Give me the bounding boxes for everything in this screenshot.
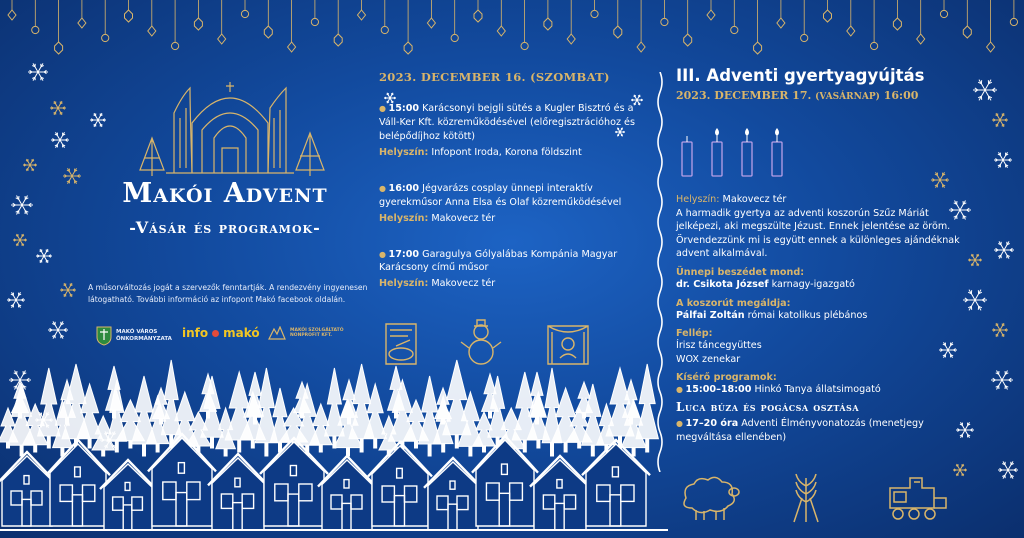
program-item bbox=[379, 102, 651, 158]
snowflake-icon bbox=[991, 370, 1013, 389]
snowflake-icon bbox=[48, 321, 68, 338]
snowflake-icon bbox=[23, 159, 37, 171]
side2-text: Adventi Élményvonatozás (menetjegy megváltása ellenében) bbox=[676, 418, 924, 443]
event-title: Makói Advent bbox=[122, 178, 328, 209]
ornament-icon bbox=[637, 0, 645, 52]
train-icon bbox=[890, 478, 946, 519]
wreath-role: római katolikus plébános bbox=[747, 309, 868, 321]
snowflake-icon bbox=[28, 63, 48, 80]
ornament-icon bbox=[78, 0, 86, 28]
ornament-icon bbox=[801, 0, 808, 42]
service-logo-line1: MAKÓI SZOLGÁLTATÓ bbox=[290, 327, 344, 333]
location-value: Makovecz tér bbox=[431, 212, 496, 224]
candle-icon bbox=[772, 142, 782, 176]
snowflake-icon bbox=[51, 132, 69, 148]
service-logo bbox=[268, 326, 344, 340]
ornament-icon bbox=[264, 0, 272, 38]
candle-lighting-section bbox=[676, 66, 976, 102]
ornament-icon bbox=[172, 0, 179, 50]
ornament-icon bbox=[754, 0, 762, 54]
candle-lighting-details bbox=[676, 193, 976, 444]
snowflake-icon bbox=[36, 249, 52, 263]
church-icon bbox=[130, 78, 330, 178]
pine-tree-icon bbox=[636, 364, 658, 452]
performer-1: Írisz táncegyüttes bbox=[676, 340, 762, 352]
program-text: Jégvarázs cosplay ünnepi interaktív gyerekműsor Anna Elsa és Olaf közreműködésével bbox=[379, 182, 622, 208]
snowflake-icon bbox=[11, 195, 33, 214]
snowflake-icon bbox=[994, 152, 1012, 168]
candle-lighting-date bbox=[676, 89, 976, 102]
city-logo-line2: ÖNKORMÁNYZATA bbox=[116, 336, 172, 342]
candle-icon bbox=[682, 142, 692, 176]
house-icon bbox=[318, 456, 376, 530]
ornament-icon bbox=[661, 0, 668, 26]
speech-role: karnagy-igazgató bbox=[771, 279, 855, 291]
service-logo-icon bbox=[268, 326, 286, 340]
snowflake-icon bbox=[90, 113, 106, 127]
location-value: Makovecz tér bbox=[722, 194, 787, 205]
program-item bbox=[379, 182, 651, 224]
snowflake-icon bbox=[13, 234, 27, 246]
candle-icon bbox=[742, 142, 752, 176]
ornament-icon bbox=[241, 0, 248, 18]
service-logo-line2: NONPROFIT KFT. bbox=[290, 333, 332, 338]
info-logo-a: info bbox=[182, 326, 209, 340]
ornament-icon bbox=[381, 0, 388, 34]
program-text: Karácsonyi bejgli sütés a Kugler Bisztró és a Váll-Ker Kft. közreműködésével (előregisztrációhoz és belépődíjhoz kötött) bbox=[379, 103, 635, 142]
side-program-icons bbox=[676, 468, 966, 524]
candle-icons bbox=[676, 128, 786, 178]
ornament-icon bbox=[777, 0, 785, 28]
ornament-icon bbox=[8, 0, 16, 20]
saturday-date: 2023. DECEMBER 16. (SZOMBAT) bbox=[379, 70, 610, 84]
house-icon bbox=[46, 440, 110, 526]
program-text: Garagulya Gólyalábas Kompánia Magyar Karácsony című műsor bbox=[379, 248, 618, 274]
ornament-icon bbox=[684, 0, 692, 46]
house-icon bbox=[368, 442, 432, 526]
ornament-icon bbox=[987, 0, 995, 52]
ornament-icon bbox=[731, 0, 738, 34]
ornament-icon bbox=[544, 0, 552, 30]
performers-label: Fellép: bbox=[676, 328, 713, 340]
program-time: 15:00 bbox=[388, 103, 420, 114]
ornament-icon bbox=[288, 0, 296, 52]
bullet-icon: ● bbox=[379, 104, 389, 113]
side1-time: 15:00–18:00 bbox=[685, 384, 752, 396]
wreath-name: Pálfai Zoltán bbox=[676, 309, 745, 321]
ornament-icon bbox=[824, 0, 832, 22]
location-label: Helyszín: bbox=[379, 212, 429, 224]
ornament-icon bbox=[567, 0, 575, 44]
performer-2: WOX zenekar bbox=[676, 353, 741, 365]
ornament-icon bbox=[1010, 0, 1017, 26]
ornament-icon bbox=[55, 0, 63, 54]
city-crest-icon bbox=[96, 326, 112, 346]
ornament-icon bbox=[427, 0, 435, 28]
ornament-icon bbox=[334, 0, 342, 46]
program-time: 17:00 bbox=[388, 248, 420, 260]
program-time: 16:00 bbox=[388, 182, 420, 194]
ornament-icon bbox=[707, 0, 715, 20]
flame-icon bbox=[715, 128, 719, 136]
house-icon bbox=[0, 452, 56, 526]
bullet-icon: ● bbox=[676, 419, 686, 429]
snowflake-icon bbox=[998, 461, 1018, 478]
ornament-icon bbox=[404, 0, 412, 54]
house-icon bbox=[208, 454, 268, 530]
snowflake-icon bbox=[50, 101, 66, 115]
house-icon bbox=[424, 458, 482, 530]
hanging-ornaments bbox=[0, 0, 1024, 62]
ornament-icon bbox=[893, 0, 901, 30]
candle-description: A harmadik gyertya az adventi koszorún Szűz Máriát jelképezi, aki megszülte Jézust. Ennek jelentése az öröm. Örvendezzünk mi is együtt ennek a különleges ajándéknak advent alkalmával. bbox=[676, 207, 960, 260]
snowflake-icon bbox=[992, 113, 1008, 127]
ornament-icon bbox=[521, 0, 528, 50]
ornament-icon bbox=[125, 0, 133, 22]
speech-label: Ünnepi beszédet mond: bbox=[676, 267, 805, 279]
winter-village-illustration bbox=[0, 358, 668, 538]
city-logo bbox=[96, 326, 172, 346]
ornament-icon bbox=[871, 0, 878, 50]
ornament-icon bbox=[847, 0, 855, 36]
luca-wheat-announcement: Luca búza és pogácsa osztása bbox=[676, 400, 860, 415]
wheat-icon bbox=[794, 474, 818, 522]
location-value: Infopont Iroda, Korona földszint bbox=[431, 146, 582, 158]
ornament-icon bbox=[218, 0, 226, 44]
bullet-icon: ● bbox=[676, 385, 686, 395]
ornament-icon bbox=[148, 0, 156, 36]
side2-time: 17–20 óra bbox=[685, 418, 739, 430]
location-value: Makovecz tér bbox=[431, 278, 496, 290]
dot-icon bbox=[212, 330, 219, 337]
bullet-icon: ● bbox=[379, 249, 389, 259]
candle-lighting-title: III. Adventi gyertyagyújtás bbox=[676, 66, 925, 85]
program-item bbox=[379, 248, 651, 290]
ornament-icon bbox=[474, 0, 482, 22]
snowflake-icon bbox=[992, 323, 1008, 337]
date-day: (VASÁRNAP) bbox=[815, 92, 880, 102]
date-main: 2023. DECEMBER 17. bbox=[676, 89, 812, 102]
ornament-icon bbox=[940, 0, 947, 18]
snowflake-icon bbox=[973, 80, 997, 101]
ornament-icon bbox=[194, 0, 202, 30]
location-label: Helyszín: bbox=[379, 146, 429, 158]
house-icon bbox=[530, 456, 590, 530]
house-icon bbox=[260, 438, 328, 526]
city-logo-line1: MAKÓ VÁROS bbox=[116, 329, 158, 336]
info-logo-b: makó bbox=[223, 326, 260, 340]
ornament-icon bbox=[963, 0, 971, 38]
candle-icon bbox=[712, 142, 722, 176]
location-label: Helyszín: bbox=[676, 194, 720, 205]
saturday-program bbox=[379, 70, 651, 289]
ornament-icon bbox=[311, 0, 318, 26]
ornament-icon bbox=[32, 0, 39, 34]
snowflake-icon bbox=[60, 283, 76, 297]
ornament-icon bbox=[451, 0, 458, 42]
ornament-icon bbox=[591, 0, 598, 18]
flame-icon bbox=[745, 128, 749, 136]
infopont-logo bbox=[182, 326, 260, 340]
ornament-icon bbox=[614, 0, 622, 38]
flame-icon bbox=[775, 128, 779, 136]
event-subtitle: -Vásár és programok- bbox=[129, 218, 321, 237]
side1-text: Hinkó Tanya állatsimogató bbox=[754, 384, 881, 396]
snowflake-icon bbox=[7, 292, 25, 308]
date-time: 16:00 bbox=[883, 89, 919, 102]
house-icon bbox=[472, 436, 538, 526]
snowflake-icon bbox=[931, 172, 949, 188]
location-label: Helyszín: bbox=[379, 278, 429, 290]
ornament-icon bbox=[358, 0, 366, 20]
wreath-label: A koszorút megáldja: bbox=[676, 297, 791, 309]
bullet-icon: ● bbox=[379, 183, 389, 193]
organizer-notice: A műsorváltozás jogát a szervezők fenntartják. A rendezvény ingyenesen látogatható. További információ az infopont Makó facebook oldalán. bbox=[88, 283, 368, 304]
sheep-icon bbox=[684, 477, 739, 520]
side-programs-label: Kísérő programok: bbox=[676, 372, 777, 384]
speech-name: dr. Csikota József bbox=[676, 279, 769, 291]
ornament-icon bbox=[917, 0, 925, 44]
snowflake-icon bbox=[994, 241, 1014, 258]
ornament-icon bbox=[497, 0, 505, 36]
ornament-icon bbox=[102, 0, 109, 42]
